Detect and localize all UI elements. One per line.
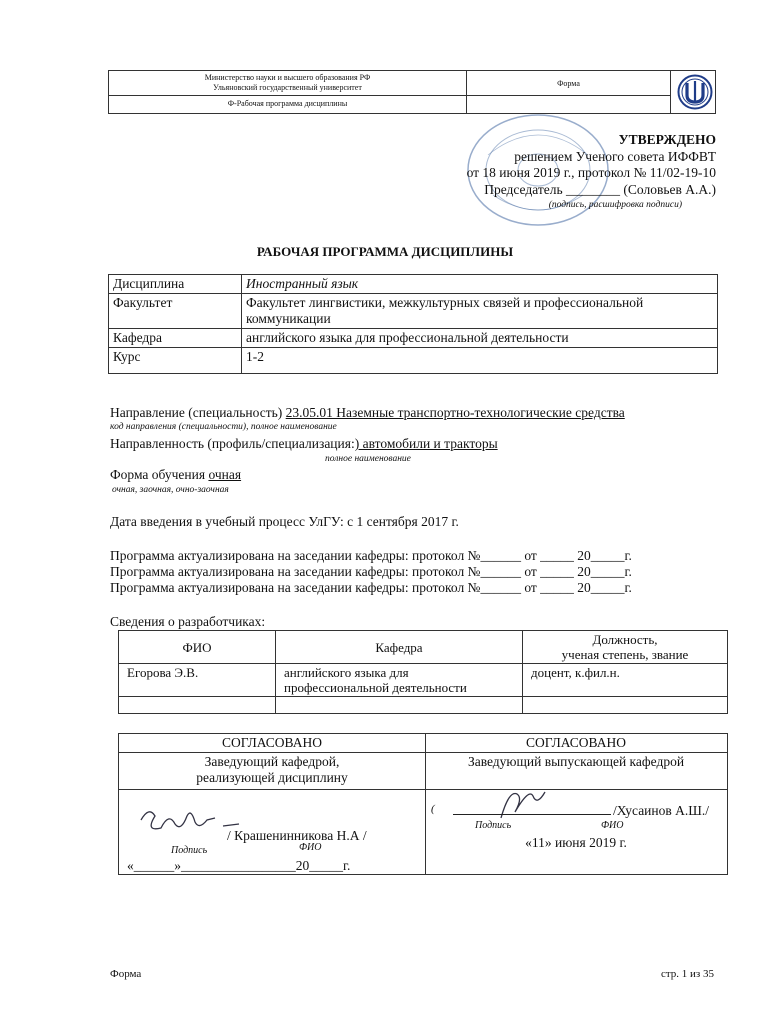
table-row [109,294,718,329]
info-value: Иностранный язык [242,275,718,294]
left-date: «______»_________________20_____г. [127,858,351,873]
table-row [119,664,728,697]
profile-label: Направленность (профиль/специализация: [110,436,355,451]
table-row [109,275,718,294]
left-signature-label: Подпись [171,845,208,856]
agreement-table [118,733,728,875]
info-key: Кафедра [109,329,242,348]
direction-line [110,405,625,421]
left-fio-label: ФИО [299,842,322,853]
direction-note: код направления (специальности), полное наименование [110,422,337,432]
update-line-3: Программа актуализирована на заседании кафедры: протокол №______ от _____ 20_____г. [110,580,632,595]
table-row [109,329,718,348]
col-header-dept: Кафедра [276,631,523,664]
info-key: Дисциплина [109,275,242,294]
program-form-name: Ф-Рабочая программа дисциплины [109,96,467,114]
profile-value: ) автомобили и тракторы [354,436,498,451]
profile-note: полное наименование [325,454,411,464]
header-organization [109,71,467,96]
developers-caption: Сведения о разработчиках: [110,614,266,629]
info-value: английского языка для профессиональной деятельности [242,329,718,348]
left-role-line-1: Заведующий кафедрой, [204,754,340,769]
position-header-line-1: Должность, [592,632,658,647]
left-agreed-heading: СОГЛАСОВАНО [222,735,322,750]
discipline-info-table [108,274,718,374]
direction-value: 23.05.01 Наземные транспортно-технологические средства [285,405,625,420]
developer-dept-line-1: английского языка для [284,665,409,680]
empty-cell [119,697,276,714]
study-form-note: очная, заочная, очно-заочная [112,485,229,495]
right-agreed-heading: СОГЛАСОВАНО [526,735,626,750]
left-signer-name: / Крашенинникова Н.А / [227,828,367,843]
approval-line-1: решением Ученого совета ИФФВТ [514,149,716,164]
col-header-position [523,631,728,664]
approval-line-3: Председатель ________ (Соловьев А.А.) [484,182,716,197]
developer-dept [276,664,523,697]
info-key: Факультет [109,294,242,329]
developer-name: Егорова Э.В. [119,664,276,697]
developers-table [118,630,728,714]
table-header-row [119,631,728,664]
form-label: Форма [467,71,671,96]
intro-date: Дата введения в учебный процесс УлГУ: с 1 сентября 2017 г. [110,514,459,529]
profile-line [110,436,498,452]
document-header [108,70,716,114]
info-value: Факультет лингвистики, межкультурных связей и профессиональной коммуникации [242,294,718,329]
direction-label: Направление (специальность) [110,405,286,420]
footer-page-number: стр. 1 из 35 [660,968,714,980]
update-line-1: Программа актуализирована на заседании кафедры: протокол №______ от _____ 20_____г. [110,548,632,563]
table-row [119,697,728,714]
right-date: «11» июня 2019 г. [525,835,627,850]
col-header-fio: ФИО [119,631,276,664]
developer-dept-line-2: профессиональной деятельности [284,680,467,695]
developer-position: доцент, к.фил.н. [523,664,728,697]
info-key: Курс [109,348,242,374]
update-line-2: Программа актуализирована на заседании кафедры: протокол №______ от _____ 20_____г. [110,564,632,579]
approval-signature-note: (подпись, расшифровка подписи) [548,200,682,210]
right-fio-label: ФИО [601,820,624,831]
university-logo [677,74,713,110]
document-title: РАБОЧАЯ ПРОГРАММА ДИСЦИПЛИНЫ [256,244,514,259]
info-value: 1-2 [242,348,718,374]
study-form-label: Форма обучения [110,467,209,482]
left-role-line-2: реализующей дисциплину [196,770,348,785]
study-form-line [110,467,241,483]
empty-cell [276,697,523,714]
right-signer-name: /Хусаинов А.Ш./ [612,803,709,818]
approval-line-2: от 18 июня 2019 г., протокол № 11/02-19-10 [466,165,716,180]
empty-cell [523,697,728,714]
right-role: Заведующий выпускающей кафедрой [467,754,685,769]
right-signer-line: ( /Хусаинов А.Ш./ [431,803,709,818]
table-row [109,348,718,374]
study-form-value: очная [208,467,242,482]
right-signature-label: Подпись [475,820,512,831]
footer-form: Форма [110,968,142,980]
university-name: Ульяновский государственный университет [213,83,362,92]
position-header-line-2: ученая степень, звание [561,647,689,662]
ministry-name: Министерство науки и высшего образования РФ [204,73,371,82]
approval-heading: УТВЕРЖДЕНО [618,132,716,147]
